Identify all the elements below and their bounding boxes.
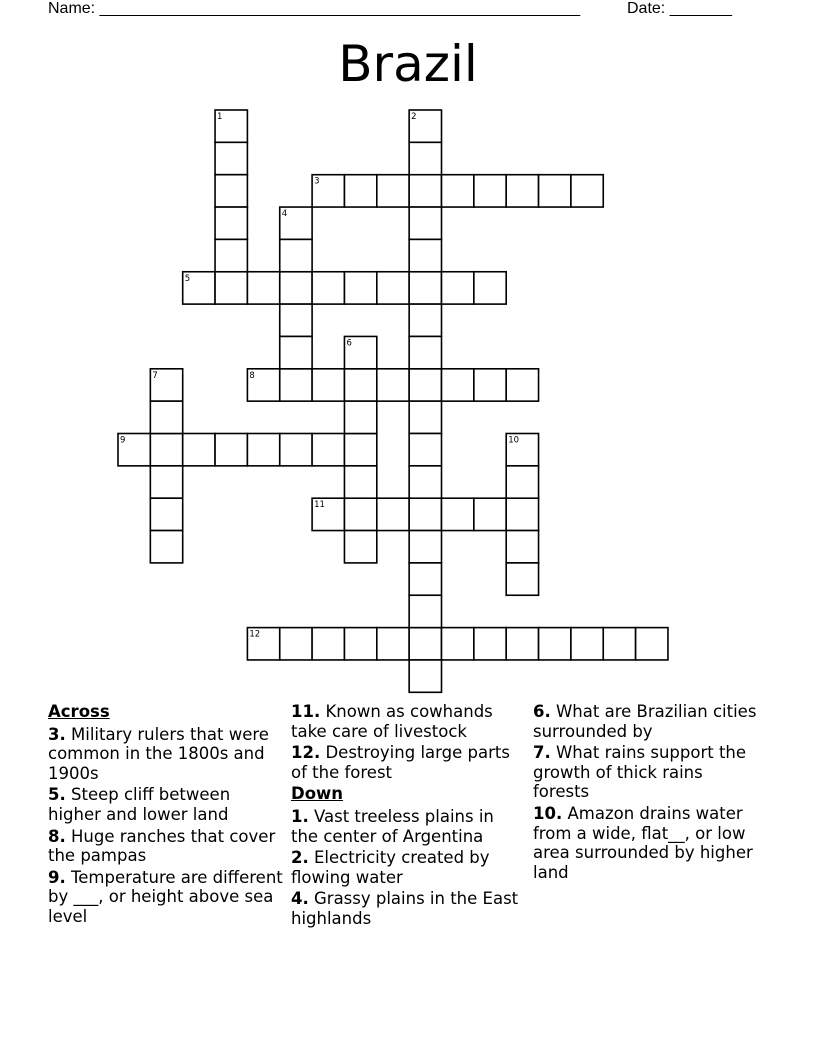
down-heading: Down [291, 784, 344, 804]
grid-cell[interactable] [506, 498, 538, 530]
grid-cell[interactable] [150, 531, 182, 563]
grid-cell[interactable] [215, 272, 247, 304]
grid-cell[interactable] [344, 498, 376, 530]
clue-down-10: 10. Amazon drains water from a wide, flat__, or low area surrounded by higher land [533, 803, 753, 882]
grid-cell[interactable] [474, 369, 506, 401]
across-heading: Across [48, 702, 110, 721]
puzzle-title: Brazil [338, 35, 478, 93]
grid-cell[interactable] [344, 272, 376, 304]
clue-column-3 [533, 702, 763, 884]
grid-cell[interactable] [377, 628, 409, 660]
grid-cell[interactable] [150, 466, 182, 498]
cell-number: 4 [281, 209, 288, 220]
clue-across-11: 11. Known as cowhands take care of livestock [291, 702, 493, 741]
grid-cell[interactable] [409, 142, 441, 174]
grid-cell[interactable] [215, 239, 247, 271]
cell-number: 2 [411, 112, 417, 122]
cell-number: 8 [249, 370, 255, 381]
grid-cell[interactable] [280, 304, 312, 336]
grid-cell[interactable] [377, 175, 409, 207]
grid-cell[interactable] [539, 175, 571, 207]
grid-cell[interactable] [409, 531, 441, 563]
grid-cell[interactable] [344, 369, 376, 401]
clue-across-12: 12. Destroying large parts of the forest [291, 743, 510, 782]
cell-number: 1 [217, 112, 223, 122]
grid-cell[interactable] [442, 272, 474, 304]
grid-cell[interactable] [571, 175, 603, 207]
grid-cell[interactable] [215, 142, 247, 174]
grid-cell[interactable] [409, 304, 441, 336]
grid-cell[interactable] [344, 175, 376, 207]
grid-cell[interactable] [409, 466, 441, 498]
grid-cell[interactable] [409, 563, 441, 595]
clue-across-8: 8. Huge ranches that cover the pampas [48, 826, 276, 866]
grid-cell[interactable] [506, 369, 538, 401]
date-field-label: Date: _______ [627, 0, 732, 17]
grid-cell[interactable] [409, 498, 441, 530]
clue-down-1: 1. Vast treeless plains in the center of Argentina [291, 806, 494, 846]
cell-number: 3 [314, 176, 320, 187]
grid-cell[interactable] [377, 369, 409, 401]
cell-number: 10 [508, 435, 520, 446]
grid-cell[interactable] [280, 239, 312, 271]
grid-cell[interactable] [409, 175, 441, 207]
grid-cell[interactable] [280, 272, 312, 304]
grid-cell[interactable] [247, 272, 279, 304]
grid-cell[interactable] [344, 434, 376, 466]
grid-cell[interactable] [280, 434, 312, 466]
grid-cell[interactable] [571, 628, 603, 660]
grid-cell[interactable] [506, 563, 538, 595]
grid-cell[interactable] [377, 272, 409, 304]
grid-cell[interactable] [215, 175, 247, 207]
clue-column-1 [48, 702, 283, 929]
grid-cell[interactable] [409, 272, 441, 304]
grid-cell[interactable] [409, 207, 441, 239]
cell-number: 9 [120, 435, 126, 446]
grid-cell[interactable] [344, 628, 376, 660]
grid-cell[interactable] [344, 531, 376, 563]
grid-cell[interactable] [409, 660, 441, 692]
clue-down-4: 4. Grassy plains in the East highlands [291, 889, 519, 928]
grid-cell[interactable] [409, 401, 441, 433]
grid-cell[interactable] [603, 628, 635, 660]
clue-down-7: 7. What rains support the growth of thick rains forests [533, 743, 747, 802]
grid-cell[interactable] [312, 628, 344, 660]
grid-cell[interactable] [442, 369, 474, 401]
grid-cell[interactable] [247, 434, 279, 466]
grid-cell[interactable] [409, 628, 441, 660]
cell-number: 11 [314, 500, 325, 511]
grid-cell[interactable] [506, 531, 538, 563]
clue-down-6: 6. What are Brazilian cities surrounded by [533, 702, 757, 741]
grid-cell[interactable] [409, 434, 441, 466]
cell-number: 5 [184, 273, 191, 284]
grid-cell[interactable] [215, 434, 247, 466]
grid-cell[interactable] [506, 466, 538, 498]
grid-cell[interactable] [506, 628, 538, 660]
grid-cell[interactable] [442, 498, 474, 530]
grid-cell[interactable] [474, 175, 506, 207]
grid-cell[interactable] [312, 272, 344, 304]
grid-cell[interactable] [344, 466, 376, 498]
grid-cell[interactable] [377, 498, 409, 530]
clue-down-2: 2. Electricity created by flowing water [291, 848, 490, 887]
grid-cell[interactable] [215, 207, 247, 239]
grid-cell[interactable] [442, 175, 474, 207]
grid-cell[interactable] [409, 369, 441, 401]
grid-cell[interactable] [506, 175, 538, 207]
grid-cell[interactable] [474, 628, 506, 660]
name-field-label: Name: ______________________________________________________ [48, 0, 581, 17]
grid-cell[interactable] [442, 628, 474, 660]
grid-cell[interactable] [409, 336, 441, 368]
grid-cell[interactable] [280, 628, 312, 660]
clue-across-3: 3. Military rulers that were common in the 1800s and 1900s [48, 724, 269, 783]
grid-cell[interactable] [312, 369, 344, 401]
grid-cell[interactable] [474, 498, 506, 530]
grid-cell[interactable] [150, 434, 182, 466]
grid-cell[interactable] [150, 401, 182, 433]
grid-cell[interactable] [539, 628, 571, 660]
grid-cell[interactable] [474, 272, 506, 304]
grid-cell[interactable] [344, 401, 376, 433]
cell-number: 6 [346, 338, 352, 349]
cell-number: 12 [249, 629, 261, 640]
grid-cell[interactable] [150, 498, 182, 530]
clue-across-9: 9. Temperature are different by ___, or height above sea level [48, 867, 283, 926]
grid-cell[interactable] [183, 434, 215, 466]
grid-cell[interactable] [409, 239, 441, 271]
clue-column-2 [291, 702, 526, 931]
grid-cell[interactable] [636, 628, 668, 660]
grid-cell[interactable] [280, 336, 312, 368]
clue-across-5: 5. Steep cliff between higher and lower land [48, 785, 231, 824]
grid-cell[interactable] [409, 595, 441, 627]
grid-cell[interactable] [312, 434, 344, 466]
cell-number: 7 [152, 370, 158, 381]
grid-cell[interactable] [280, 369, 312, 401]
